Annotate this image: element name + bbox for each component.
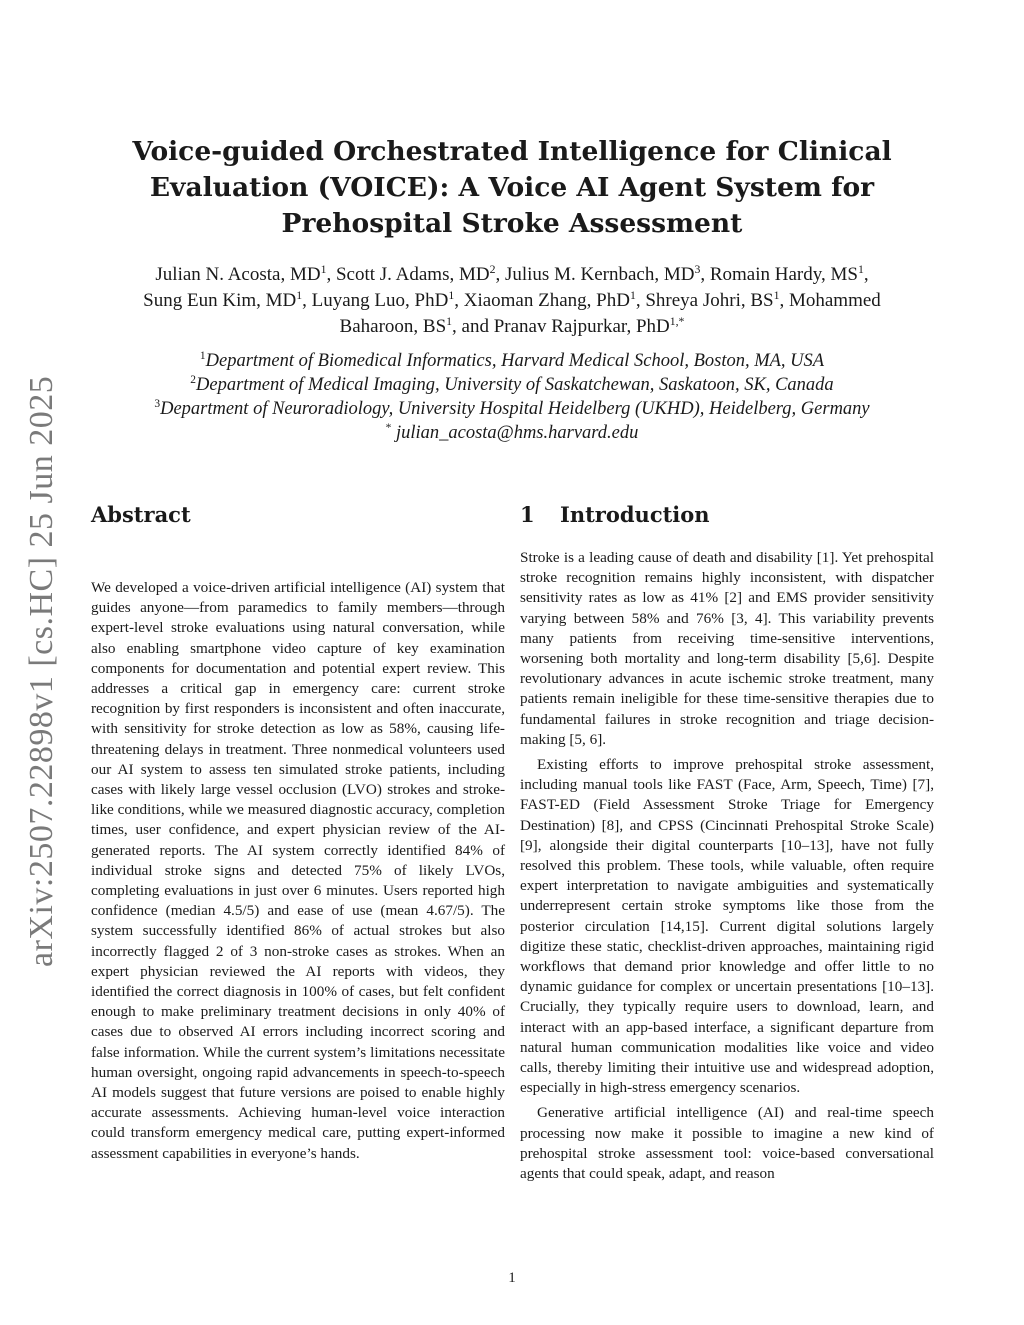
section-title: Introduction bbox=[560, 502, 710, 527]
correspondence-line bbox=[80, 421, 944, 445]
author-name: Julian N. Acosta, MD bbox=[155, 264, 321, 285]
author-affil-mark: 1 bbox=[773, 288, 780, 302]
author-list bbox=[80, 262, 944, 340]
section-number: 1 bbox=[520, 502, 535, 527]
intro-paragraph: Stroke is a leading cause of death and disability [1]. Yet prehospital stroke recognition remains highly inconsistent, with dispatcher sensitivity rates as low as 41% [2] and EMS provider sensitivity varying between 58% and 76% [3, 4]. This variability prevents many patients from receiving time-sensitive interventions, worsening both mortality and long-term disability [5,6]. Despite revolutionary advances in acute ischemic stroke treatment, many patients remain ineligible for these time-sensitive therapies due to fundamental failures in stroke recognition and triage decision-making [5, 6]. bbox=[520, 549, 934, 748]
affiliation-mark: 3 bbox=[154, 398, 161, 411]
intro-paragraph: Generative artificial intelligence (AI) and real-time speech processing now make it possible to imagine a new kind of prehospital stroke assessment tool: voice-based conversational agents that could speak, adapt, and reason bbox=[520, 1104, 934, 1183]
intro-paragraph: Existing efforts to improve prehospital stroke assessment, including manual tools like FAST (Face, Arm, Speech, Time) [7], FAST-ED (Field Assessment Stroke Triage for Emergency Destination) [8], and CPSS (Cincinnati Prehospital Stroke Scale) [9], alongside their digital counterparts [10–13], have not fully resolved this problem. These tools, while valuable, often require expert interpretation to navigate ambiguities and systematically underrepresent certain stroke symptoms like those from the posterior circulation [14,15]. Current digital solutions largely digitize these static, checklist-driven approaches, maintaining rigid workflows that demand prior knowledge and offer little to no dynamic guidance for complex or uncertain presentations [10–13]. Crucially, they typically require users to download, learn, and interact with an app-based interface, a significant departure from natural human communication modalities like voice and video calls, thereby limiting their intuitive use and widespread adoption, especially in high-stress emergency scenarios. bbox=[520, 756, 934, 1097]
author-affil-mark: 3 bbox=[694, 262, 701, 276]
author-affil-mark: 1 bbox=[320, 262, 327, 276]
abstract-text: We developed a voice-driven artificial intelligence (AI) system that guides anyone—from paramedics to family members—through expert-level stroke evaluations using natural conversation, while also enabling smartphone video capture of key examination components for documentation and potential expert review. This addresses a critical gap in emergency care: current stroke recognition by first responders is inconsistent and often inaccurate, with sensitivity for stroke detection as low as 58%, causing life-threatening delays in treatment. Three nonmedical volunteers used our AI system to assess ten simulated stroke patients, including cases with likely large vessel occlusion (LVO) strokes and stroke-like conditions, while we measured diagnostic accuracy, completion times, user confidence, and expert physician review of the AI-generated reports. The AI system correctly identified 84% of individual stroke signs and detected 75% of likely LVOs, completing evaluations in just over 6 minutes. Users reported high confidence (median 4.5/5) and ease of use (mean 4.67/5). The system successfully identified 86% of actual strokes but also incorrectly flagged 2 of 3 non-stroke cases as strokes. When an expert physician reviewed the AI reports with videos, they identified the correct diagnosis in 100% of cases, but felt confident enough to make preliminary treatment decisions in only 40% of cases due to observed AI errors including incorrect scoring and false information. While the current system’s limitations necessitate human oversight, ongoing rapid advancements in speech-to-speech AI models suggest that future versions are poised to enable highly accurate assessments. Achieving human-level voice interaction could transform emergency medical care, putting expert-informed assessment capabilities in everyone’s hands. bbox=[91, 579, 505, 1162]
author-name-part: Baharoon, BS bbox=[339, 316, 447, 337]
author-name: Julius M. Kernbach, MD bbox=[504, 264, 695, 285]
introduction-section bbox=[520, 500, 934, 1183]
author-name: Romain Hardy, MS bbox=[709, 264, 858, 285]
affiliation-list bbox=[80, 349, 944, 445]
author-line: Baharoon, $BS^1$, and Pranav Rajpurkar, PhD$^{1,*}$ bbox=[339, 314, 685, 337]
author-line: Sung Eun Kim, $MD^1$, Luyang Luo, PhD$^1$, Xiaoman Zhang, PhD$^1$, Shreya Johri, $BS^1$, Mohammed bbox=[143, 288, 881, 311]
title-line: Voice-guided Orchestrated Intelligence for Clinical bbox=[132, 136, 892, 167]
affiliation-mark: 2 bbox=[190, 374, 197, 387]
affiliation-line bbox=[80, 349, 944, 373]
introduction-body bbox=[520, 548, 934, 1189]
author-affil-mark: 1 bbox=[296, 288, 303, 302]
paper-title bbox=[120, 134, 904, 242]
abstract-section bbox=[91, 500, 505, 1162]
affiliation-text: Department of Neuroradiology, University Hospital Heidelberg (UKHD), Heidelberg, Germany bbox=[160, 399, 870, 419]
author-affil-mark: 1 bbox=[857, 262, 864, 276]
affiliation-mark: * bbox=[385, 422, 392, 435]
affiliation-text: Department of Biomedical Informatics, Harvard Medical School, Boston, MA, USA bbox=[205, 351, 825, 371]
author-affil-mark: 2 bbox=[489, 262, 496, 276]
title-line: Evaluation (VOICE): A Voice AI Agent System for bbox=[149, 172, 875, 203]
author-affil-mark: 1 bbox=[448, 288, 455, 302]
affiliation-mark: 1 bbox=[199, 350, 206, 363]
author-line: Julian N. Acosta, $MD^1$, Scott J. Adams, $MD^2$, Julius M. Kernbach, $MD^3$, Romain Hardy, $MS^1$, bbox=[155, 262, 869, 285]
author-affil-mark: 1,* bbox=[669, 314, 685, 328]
affiliation-text: Department of Medical Imaging, University of Saskatchewan, Saskatoon, SK, Canada bbox=[196, 375, 834, 395]
affiliation-line bbox=[80, 373, 944, 397]
introduction-heading bbox=[520, 500, 934, 530]
page-number: 1 bbox=[508, 1270, 516, 1286]
author-affil-mark: 1 bbox=[629, 288, 636, 302]
author-conjunction: and bbox=[461, 316, 489, 337]
author-name-part: Mohammed bbox=[788, 290, 881, 311]
author-name: Luyang Luo, PhD bbox=[311, 290, 449, 311]
author-name: Scott J. Adams, MD bbox=[335, 264, 490, 285]
author-affil-mark: 1 bbox=[446, 314, 453, 328]
correspondence-email[interactable]: julian_acosta@hms.harvard.edu bbox=[395, 423, 639, 443]
affiliation-line bbox=[80, 397, 944, 421]
arxiv-identifier-stamp: arXiv:2507.22898v1 [cs.HC] 25 Jun 2025 bbox=[23, 375, 60, 967]
abstract-heading: Abstract bbox=[91, 502, 191, 527]
author-name: Pranav Rajpurkar, PhD bbox=[493, 316, 670, 337]
author-name: Xiaoman Zhang, PhD bbox=[463, 290, 630, 311]
author-name: Sung Eun Kim, MD bbox=[143, 290, 297, 311]
author-name: Shreya Johri, BS bbox=[645, 290, 774, 311]
title-line: Prehospital Stroke Assessment bbox=[281, 208, 743, 239]
